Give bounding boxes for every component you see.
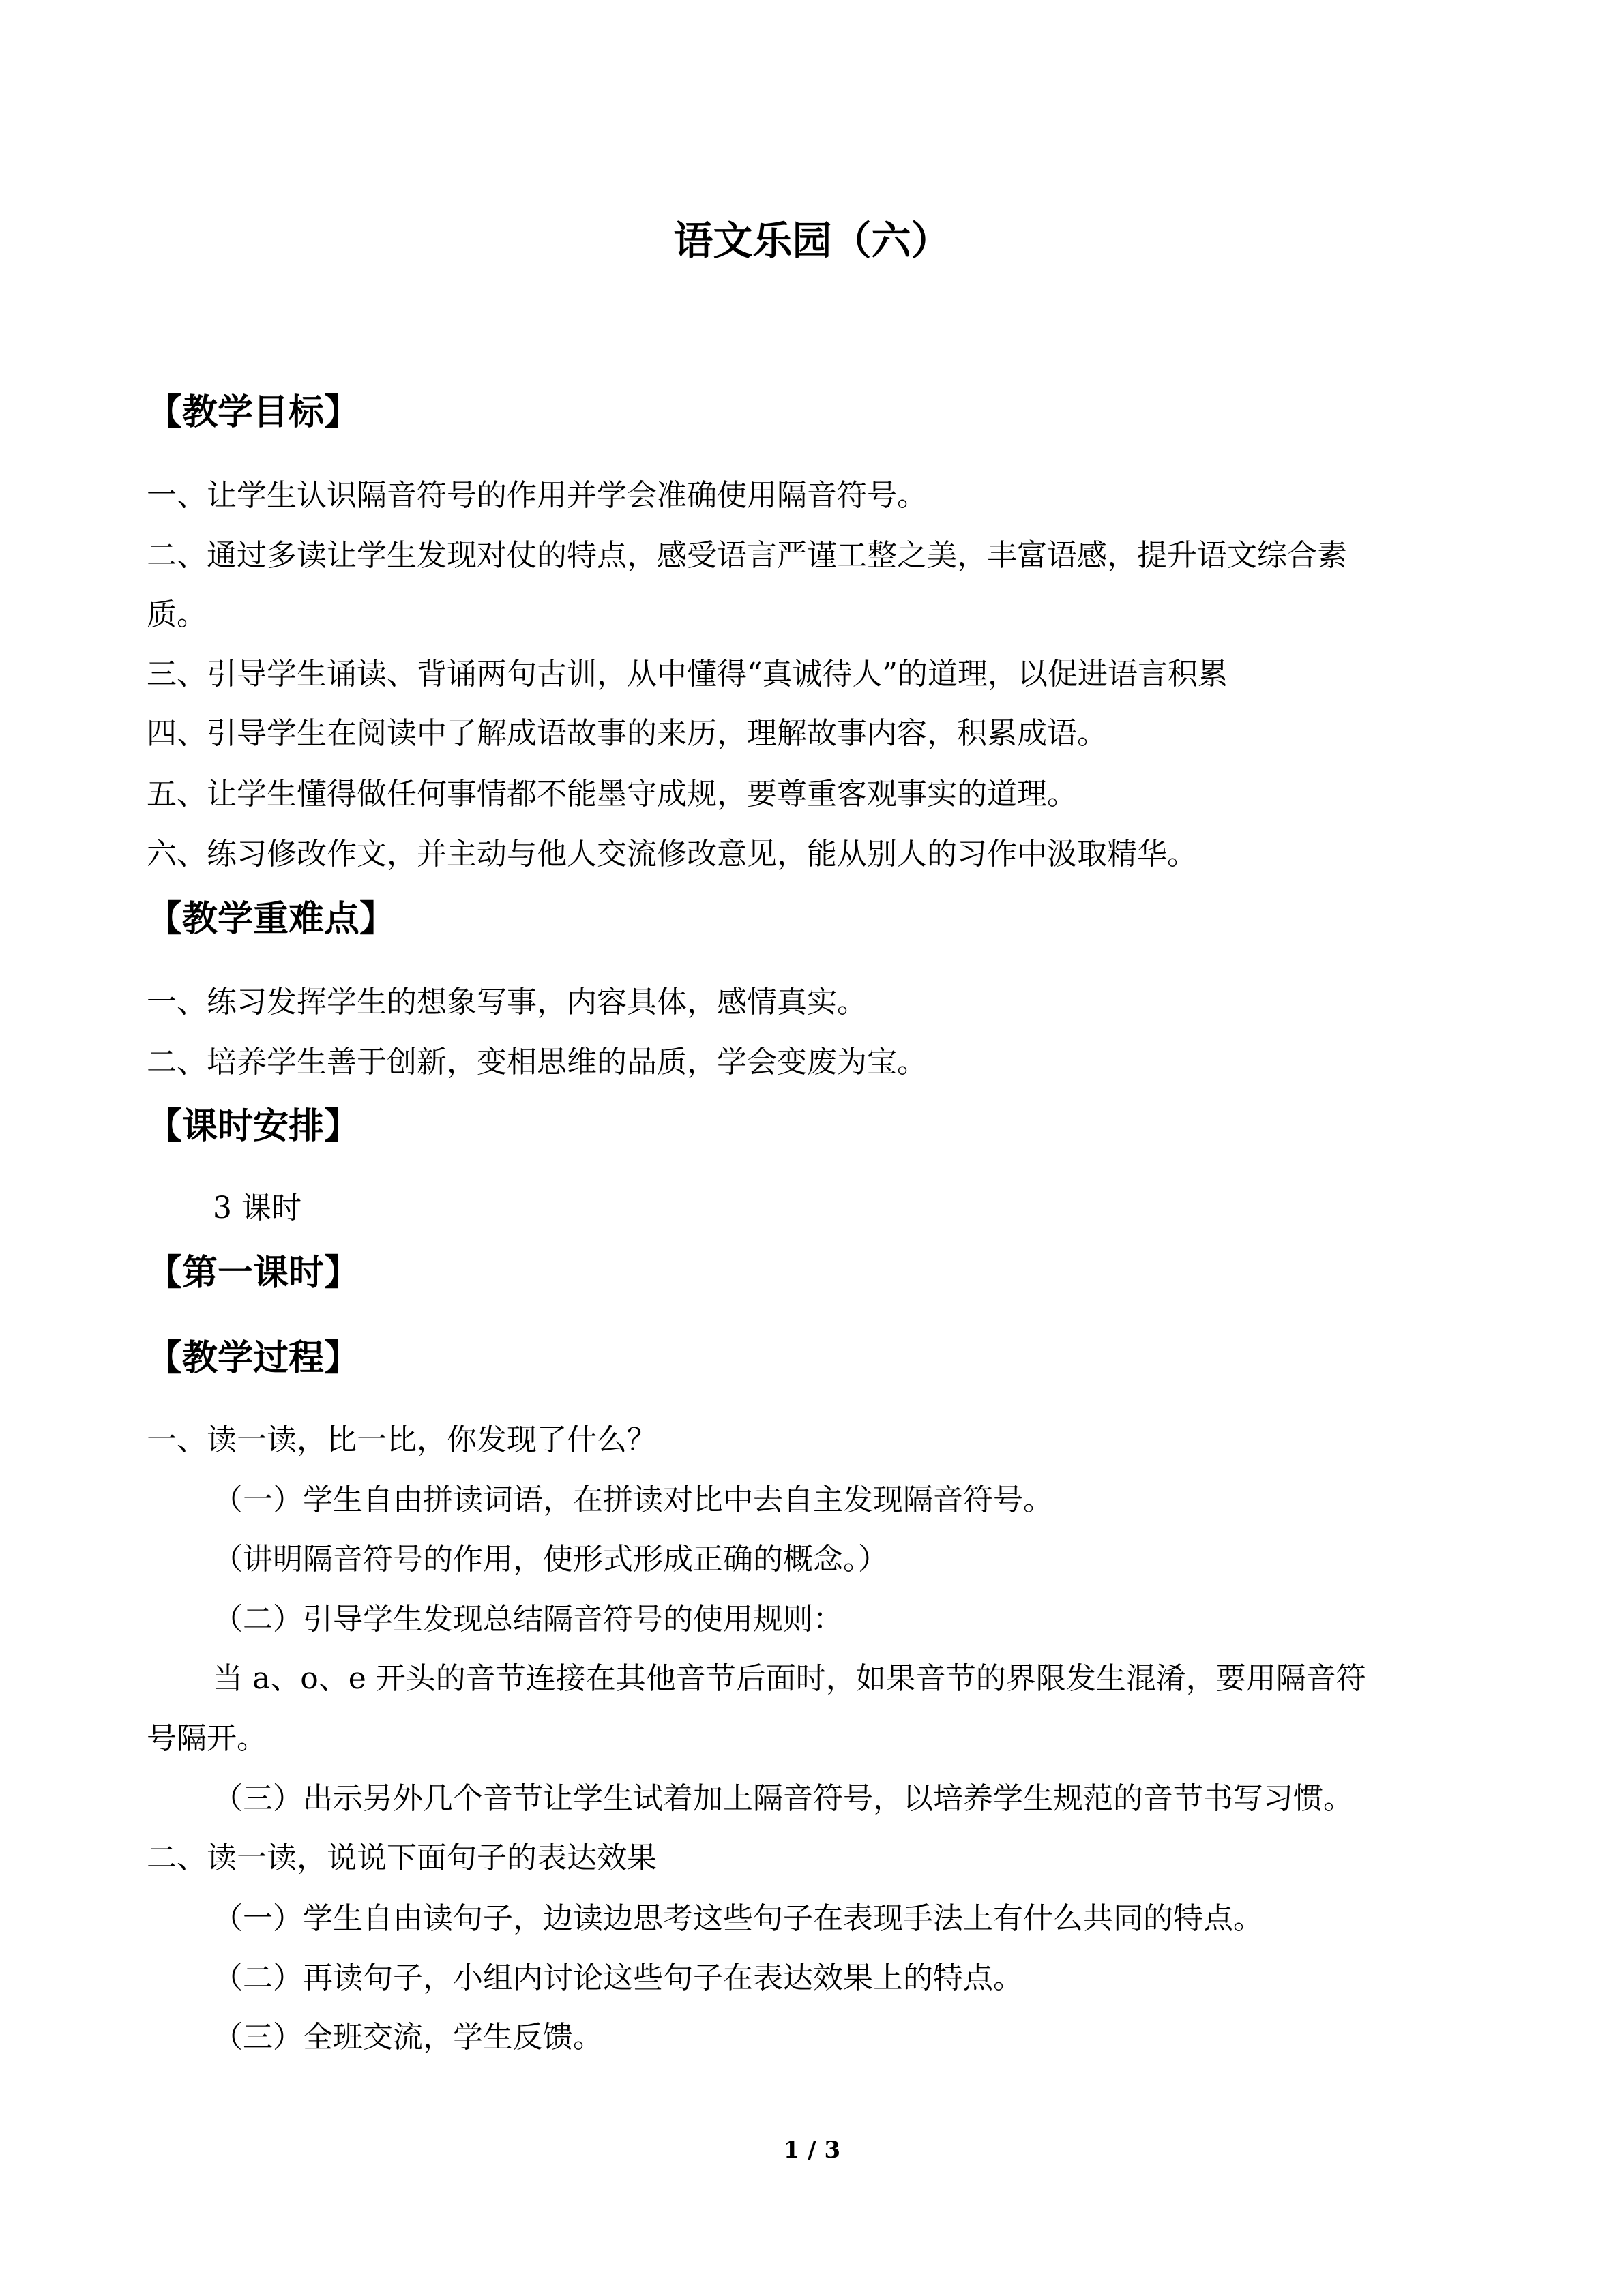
heading-objectives: 【教学目标】 bbox=[147, 392, 360, 433]
objective-line: 三、引导学生诵读、背诵两句古训，从中懂得“真诚待人”的道理，以促进语言积累 bbox=[147, 657, 1228, 691]
heading-lesson-1: 【第一课时】 bbox=[147, 1253, 360, 1294]
process-line: （一）学生自由读句子，边读边思考这些句子在表现手法上有什么共同的特点。 bbox=[213, 1901, 1263, 1936]
objective-line: 四、引导学生在阅读中了解成语故事的来历，理解故事内容，积累成语。 bbox=[147, 716, 1107, 751]
heading-keypoints: 【教学重难点】 bbox=[147, 899, 396, 940]
page-title: 语文乐园（六） bbox=[673, 218, 951, 264]
schedule-text: 3 课时 bbox=[213, 1191, 301, 1225]
process-line: 号隔开。 bbox=[147, 1721, 267, 1756]
process-line: 一、读一读，比一比，你发现了什么？ bbox=[147, 1422, 657, 1457]
heading-schedule: 【课时安排】 bbox=[147, 1106, 360, 1147]
page-number: 1 / 3 bbox=[783, 2136, 841, 2164]
process-line: （三）全班交流，学生反馈。 bbox=[213, 2020, 603, 2055]
heading-process: 【教学过程】 bbox=[147, 1338, 360, 1379]
process-line: （一）学生自由拼读词语，在拼读对比中去自主发现隔音符号。 bbox=[213, 1482, 1053, 1517]
objective-line: 六、练习修改作文，并主动与他人交流修改意见，能从别人的习作中汲取精华。 bbox=[147, 837, 1197, 871]
objective-line: 一、让学生认识隔音符号的作用并学会准确使用隔音符号。 bbox=[147, 478, 927, 513]
objective-line: 质。 bbox=[147, 597, 207, 632]
objective-line: 二、通过多读让学生发现对仗的特点，感受语言严谨工整之美，丰富语感，提升语文综合素 bbox=[147, 538, 1347, 573]
keypoint-line: 二、培养学生善于创新，变相思维的品质，学会变废为宝。 bbox=[147, 1045, 927, 1079]
process-line: （二）引导学生发现总结隔音符号的使用规则： bbox=[213, 1602, 843, 1637]
keypoint-line: 一、练习发挥学生的想象写事，内容具体，感情真实。 bbox=[147, 985, 867, 1019]
process-line: 二、读一读，说说下面句子的表达效果 bbox=[147, 1840, 657, 1875]
process-line: （讲明隔音符号的作用，使形式形成正确的概念。） bbox=[213, 1542, 888, 1577]
objective-line: 五、让学生懂得做任何事情都不能墨守成规，要尊重客观事实的道理。 bbox=[147, 777, 1077, 811]
process-line: 当 a、o、e 开头的音节连接在其他音节后面时，如果音节的界限发生混淆，要用隔音符 bbox=[213, 1661, 1366, 1696]
process-line: （三）出示另外几个音节让学生试着加上隔音符号，以培养学生规范的音节书写习惯。 bbox=[213, 1781, 1353, 1816]
process-line: （二）再读句子，小组内讨论这些句子在表达效果上的特点。 bbox=[213, 1960, 1023, 1995]
